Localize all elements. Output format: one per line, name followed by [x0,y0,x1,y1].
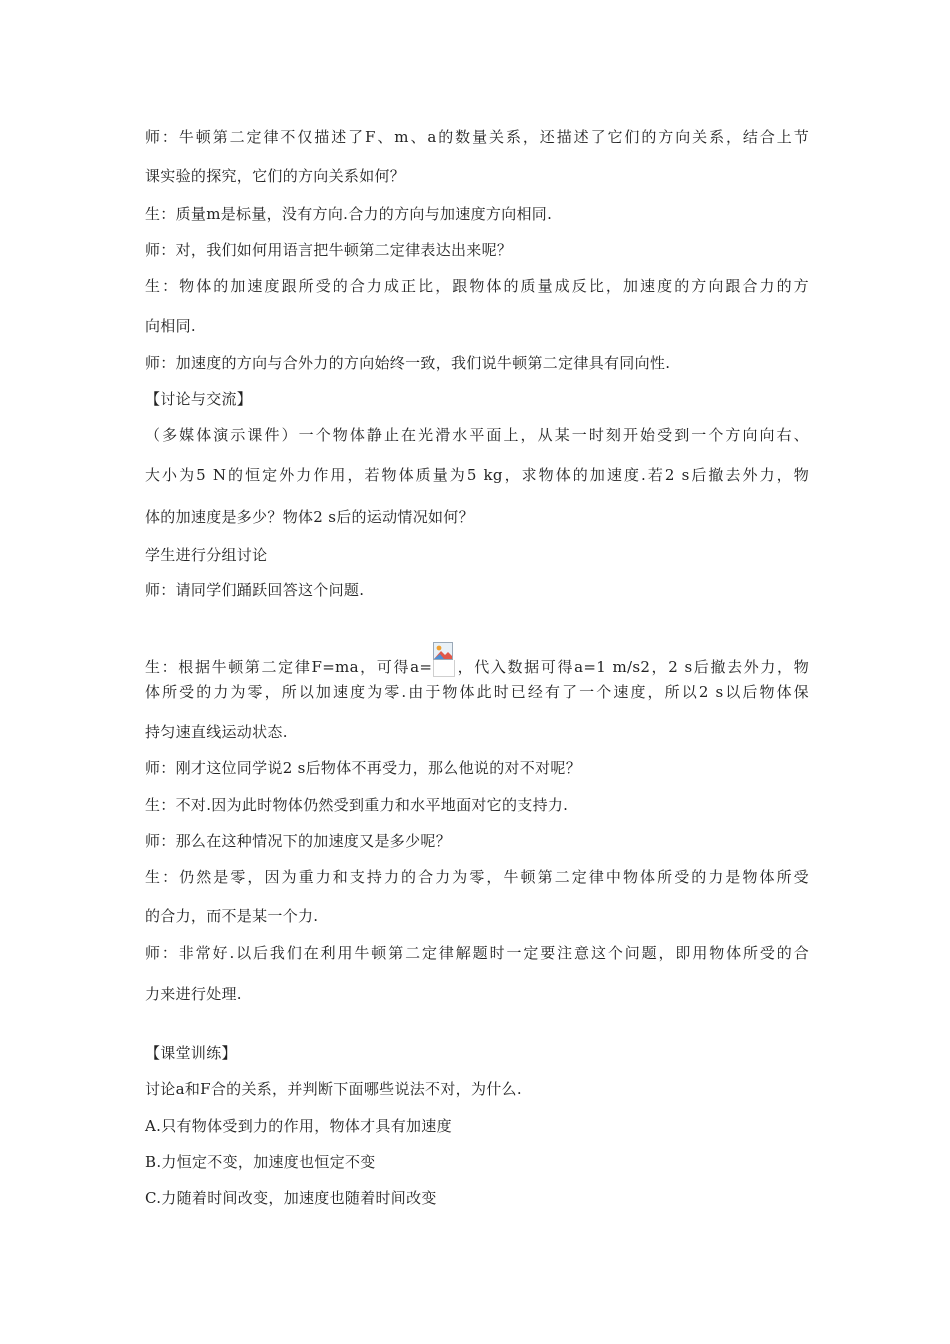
section-heading: 【课堂训练】 [145,1044,237,1062]
text-line: 力来进行处理. [145,985,242,1003]
text-line: 学生进行分组讨论 [145,546,268,564]
text-line: 生：物体的加速度跟所受的合力成正比，跟物体的质量成反比，加速度的方向跟合力的方 [145,277,809,295]
formula-text-before: 生：根据牛顿第二定律F=ma，可得a= [145,658,433,676]
text-line: 师：对，我们如何用语言把牛顿第二定律表达出来呢？ [145,241,513,259]
section-heading: 【讨论与交流】 [145,390,253,408]
text-line: 师：请同学们踊跃回答这个问题. [145,581,365,599]
text-line: 大小为5 N的恒定外力作用，若物体质量为5 kg，求物体的加速度.若2 s后撤去外力，物 [145,466,809,484]
text-line: 课实验的探究，它们的方向关系如何？ [145,167,406,185]
text-line: 师：非常好.以后我们在利用牛顿第二定律解题时一定要注意这个问题，即用物体所受的合 [145,944,809,962]
text-line: 师：刚才这位同学说2 s后物体不再受力，那么他说的对不对呢？ [145,759,582,777]
text-line: 体所受的力为零，所以加速度为零.由于物体此时已经有了一个速度，所以2 s以后物体保 [145,683,809,701]
text-line: 师：那么在这种情况下的加速度又是多少呢？ [145,832,452,850]
text-line: 向相同. [145,317,196,335]
text-line: 生：仍然是零，因为重力和支持力的合力为零，牛顿第二定律中物体所受的力是物体所受 [145,868,809,886]
option-c: C.力随着时间改变，加速度也随着时间改变 [145,1189,437,1207]
text-line: 生：不对.因为此时物体仍然受到重力和水平地面对它的支持力. [145,796,569,814]
option-b: B.力恒定不变，加速度也恒定不变 [145,1153,376,1171]
text-line: 师：牛顿第二定律不仅描述了F、m、a的数量关系，还描述了它们的方向关系，结合上节 [145,128,809,146]
formula-image-icon [433,642,455,678]
formula-line [145,642,809,678]
option-a: A.只有物体受到力的作用，物体才具有加速度 [145,1117,452,1135]
text-line: 体的加速度是多少？物体2 s后的运动情况如何？ [145,508,474,526]
text-line: 讨论a和F合的关系，并判断下面哪些说法不对，为什么. [145,1080,522,1098]
text-line: 持匀速直线运动状态. [145,723,288,741]
formula-text-after: ，代入数据可得a=1 m/s2，2 s后撤去外力，物 [456,658,809,676]
text-line: 的合力，而不是某一个力. [145,907,319,925]
text-line: 生：质量m是标量，没有方向.合力的方向与加速度方向相同. [145,205,553,223]
text-line: （多媒体演示课件）一个物体静止在光滑水平面上，从某一时刻开始受到一个方向向右、 [145,426,809,444]
text-line: 师：加速度的方向与合外力的方向始终一致，我们说牛顿第二定律具有同向性. [145,354,671,372]
